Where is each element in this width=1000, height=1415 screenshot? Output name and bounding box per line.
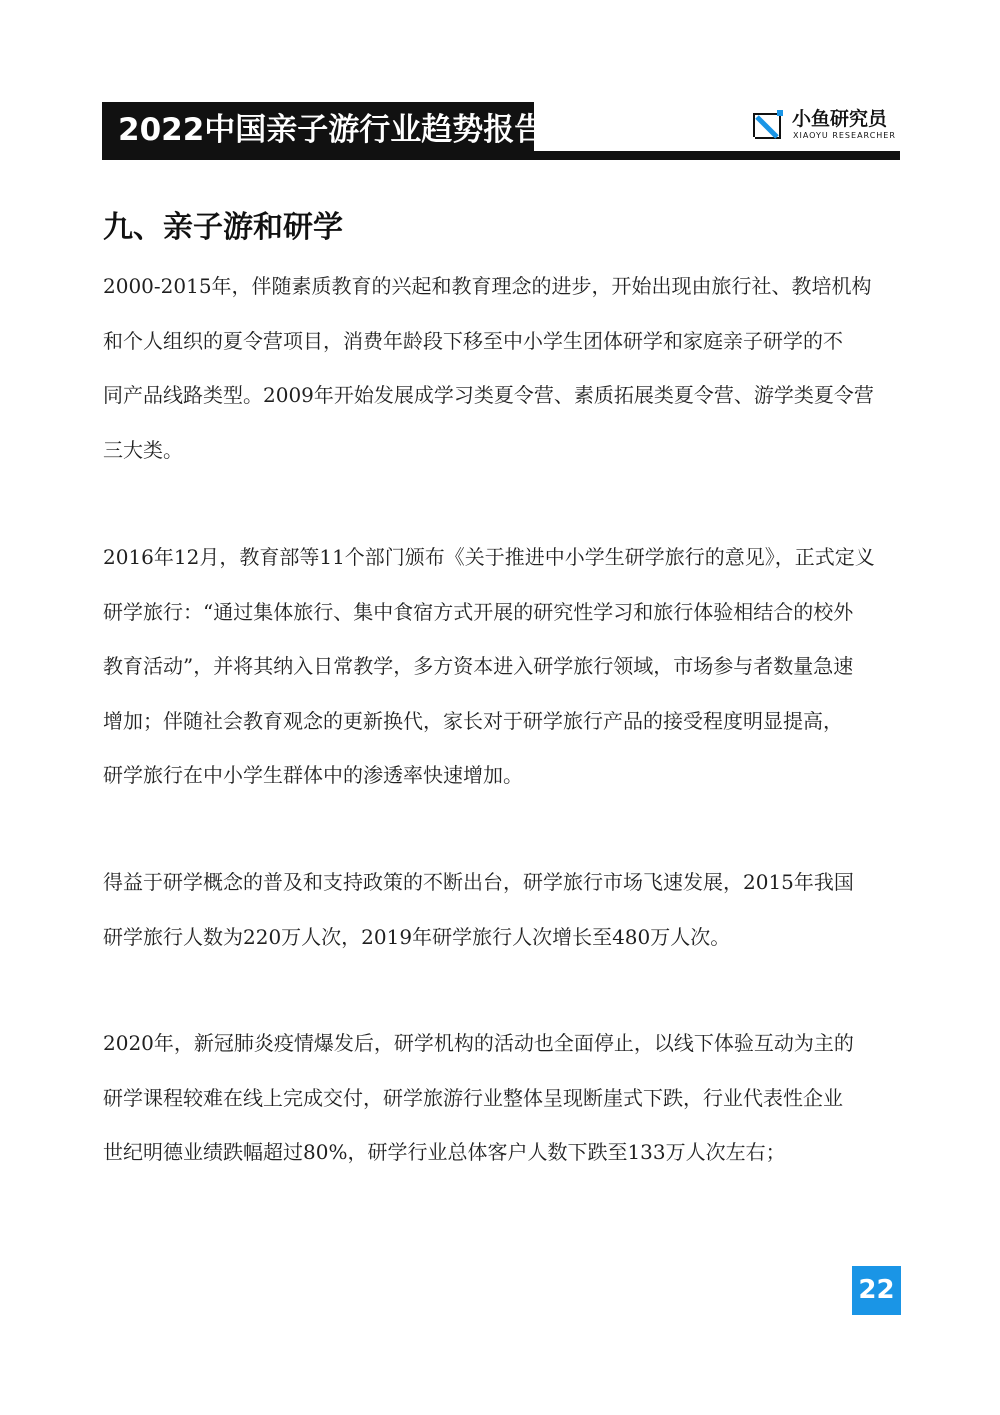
logo xyxy=(750,106,902,146)
report-title: 2022中国亲子游行业趋势报告 xyxy=(118,112,546,148)
paragraph-line: 2020年，新冠肺炎疫情爆发后，研学机构的活动也全面停止，以线下体验互动为主的 xyxy=(103,1031,854,1055)
paragraph-line: 和个人组织的夏令营项目，消费年龄段下移至中小学生团体研学和家庭亲子研学的不 xyxy=(103,328,843,353)
paragraph-line: 2016年12月，教育部等11个部门颁布《关于推进中小学生研学旅行的意见》，正式定义 xyxy=(103,545,875,569)
logo-mark-icon xyxy=(750,110,784,142)
paragraph-4 xyxy=(103,1016,908,1180)
page-number-badge: 22 xyxy=(852,1266,901,1315)
paragraph-line: 研学旅行人数为220万人次，2019年研学旅行人次增长至480万人次。 xyxy=(103,924,731,949)
paragraph-line: 教育活动”，并将其纳入日常教学，多方资本进入研学旅行领域，市场参与者数量急速 xyxy=(103,654,854,678)
paragraph-line: 研学课程较难在线上完成交付，研学旅游行业整体呈现断崖式下跌，行业代表性企业 xyxy=(103,1085,843,1110)
section-title: 九、亲子游和研学 xyxy=(103,210,343,245)
paragraph-2 xyxy=(103,530,908,803)
logo-subtitle: XIAOYU RESEARCHER xyxy=(793,131,896,140)
paragraph-line: 世纪明德业绩跌幅超过80%，研学行业总体客户人数下跌至133万人次左右； xyxy=(103,1140,786,1164)
paragraph-line: 研学旅行：“通过集体旅行、集中食宿方式开展的研究性学习和旅行体验相结合的校外 xyxy=(103,599,854,624)
logo-name: 小鱼研究员 xyxy=(792,108,888,130)
paragraph-line: 研学旅行在中小学生群体中的渗透率快速增加。 xyxy=(103,763,523,787)
paragraph-line: 三大类。 xyxy=(103,437,183,462)
paragraph-line: 得益于研学概念的普及和支持政策的不断出台，研学旅行市场飞速发展，2015年我国 xyxy=(103,870,854,894)
paragraph-line: 增加；伴随社会教育观念的更新换代，家长对于研学旅行产品的接受程度明显提高， xyxy=(103,708,843,733)
paragraph-line: 2000-2015年，伴随素质教育的兴起和教育理念的进步，开始出现由旅行社、教培机构 xyxy=(103,274,872,298)
paragraph-line: 同产品线路类型。2009年开始发展成学习类夏令营、素质拓展类夏令营、游学类夏令营 xyxy=(103,383,874,407)
header-rule xyxy=(102,151,900,160)
paragraph-3 xyxy=(103,855,908,964)
paragraph-1 xyxy=(103,259,908,477)
